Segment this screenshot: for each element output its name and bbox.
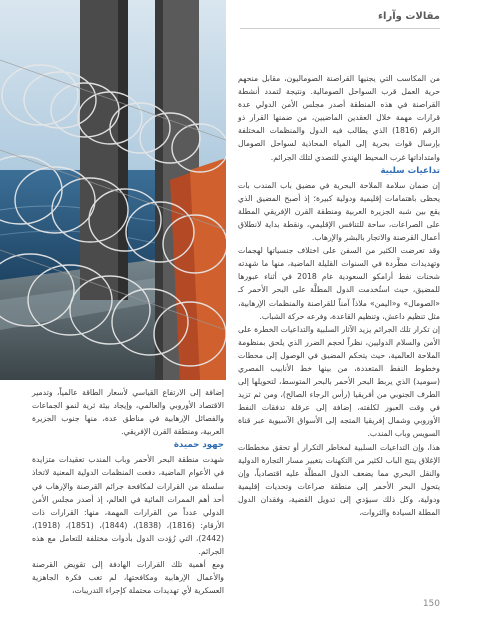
subheading-good-efforts: جهود حميدة bbox=[173, 440, 224, 451]
article-paragraph: إن ضمان سلامة الملاحة البحرية في مضيق باب المندب بات يحظى باهتمامات إقليمية ودولية كبيرة؛ إذ أصبح المضيق الذي يقع بين شبه الجزيرة العربية ومنطقة القرن الإفريقي المطلة على الصراعات، ساحة للتنافس الإقليمي، ونقطة بداية لانطلاق أعمال القرصنة والاتجار بالبشر والإرهاب. bbox=[238, 180, 440, 243]
article-paragraph: إن تكرار تلك الجرائم يزيد الآثار السلبية والتداعيات الخطرة على الأمن والسلام الدوليين، نظراً لحجم الضرر الذي يلحق بمنظومة الملاحة العالمية، حيث يتحكم المضيق في الوصول إلى محطات وخطوط النفط المتعددة، من بينها خط الأنابيب المصري (سوميد) الذي يربط البحر الأحمر بالبحر المتوسط، لتحويلها إلى الطرف الجنوبي من أفريقيا (رأس الرجاء الصالح)، ومن ثم تزيد في وقت العبور لكلفته، إضافة إلى عرقلة تدفقات النفط الأوروبي وشمال إفريقيا المتجه إلى الأسواق الآسيوية عبر قناة السويس وباب المندب. bbox=[238, 324, 440, 439]
article-paragraph: من المكاسب التي يجنيها القراصنة الصوماليون، مقابل منحهم حرية العمل قرب السواحل الصومالية. ونتيجة لتمدد أنشطة القراصنة في هذه المنطقة أصدر مجلس الأمن الدولي عدة قرارات مهمة خلال العقدين الماضيين، من ضمنها القرار ذو الرقم (1816) الذي يطالب فيه الدول والمنظمات المختلفة بإرسال قوات بحرية إلى المياه المحاذية لسواحل الصومال وامتداداتها غرب المحيط الهندي للتصدي لتلك الجرائم. bbox=[238, 74, 440, 162]
section-title: مقالات وآراء bbox=[377, 11, 440, 22]
photo-illustration bbox=[0, 0, 226, 380]
article-paragraph: وقد تعرضت الكثير من السفن على اختلاف جنسياتها لهجمات وتهديدات مطَّردة في السنوات القليلة الماضية، منها ما شهدته شحنات نفط أرامكو السعودية عام 2018 في أثناء عبورها للمضيق، حيث استُخدمت الدول المطلَّة على البحر الأحمر كـ «الصومال» و«اليمن» ملاذاً آمناً للقراصنة والمنظمات الإرهابية، مثل تنظيم داعش، وتنظيم القاعدة، وفرعه حركة الشباب. bbox=[238, 246, 440, 321]
title-divider bbox=[240, 28, 440, 29]
article-paragraph: إضافة إلى الارتفاع القياسي لأسعار الطاقة عالمياً، وتدمير الاقتصاد الأوروبي والعالمي، وإيجاد بيئة ثرية لنمو الجماعات والفصائل الإرهابية في مناطق عدة، منها جنوب الجزيرة العربية، ومنطقة القرن الإفريقي. bbox=[32, 388, 224, 437]
article-paragraph: شهدت منطقة البحر الأحمر وباب المندب تعقيدات متزايدة في الأعوام الماضية، دفعت المنظمات الدولية المعنية لاتخاذ سلسلة من القرارات لمكافحة جرائم القرصنة والإرهاب في أحد أهم الممرات المائية في العالم، إذ أصدر مجلس الأمن الدولي عدداً من القرارات المهمة، منها: القرارات ذات الأرقام: (1816)، (1838)، (1844)، (1851)، (1918)، (2442)، التي رُؤدت الدول بأدوات مختلفة للتعامل مع هذه الجرائم. bbox=[32, 455, 224, 557]
article-paragraph: ومع أهمية تلك القرارات الهادفة إلى تقويض القرصنة والأعمال الإرهابية ومكافحتها، لم تغب فكرة الجاهزية العسكرية لأي تهديدات محتملة كإجراء التدريبات، bbox=[32, 560, 224, 596]
article-paragraph: هذا، وإن التداعيات السلبية لمخاطر التكرار أو تحقق مخططات الإغلاق ينتج الباب لكثير من التكهنات بتغيير مسار التجارة الدولية والنقل البحري مما يضعف الدول المطلَّة عليه اقتصادياً، وإن يتحول البحر الأحمر إلى منطقة صراعات وتحديات إقليمية ودولية، وكل ذلك سيؤدي إلى تدويل القضية، وفقدان الدول المطلة السيادة والثروات، bbox=[238, 442, 440, 517]
page-number: 150 bbox=[422, 599, 440, 609]
subheading-negative-impacts: تداعيات سلبية bbox=[380, 165, 440, 176]
article-column-left bbox=[32, 386, 224, 597]
ship-razor-wire-photo bbox=[0, 0, 226, 380]
article-column-right bbox=[238, 72, 440, 519]
